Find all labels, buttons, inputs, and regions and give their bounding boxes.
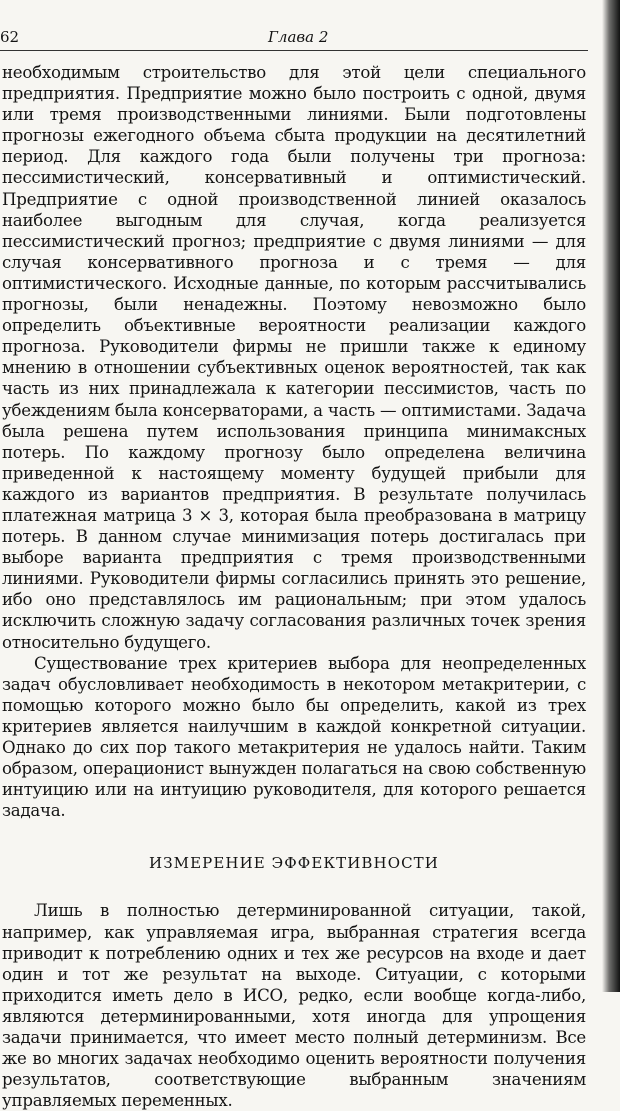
header-rule xyxy=(0,50,588,51)
paragraph-continued: необходимым строительство для этой цели специального предприятия. Предприятие можно было построить с одной, двумя или тремя производственными линиями. Были подготовлены прогнозы ежегодного объема сбыта продукции на десятилетний период. Для каждого года были получены три прогноза: пессимистический, консервативный и оптимистический. Предприятие с одной производственной линией оказалось наиболее выгодным для случая, когда реализуется пессимистический прогноз; предприятие с двумя линиями — для случая консервативного прогноза и с тремя — для оптимистического. Исходные данные, по которым рассчитывались прогнозы, были ненадежны. Поэтому невозможно было определить объективные вероятности реализации каждого прогноза. Руководители фирмы не пришли также к единому мнению в отношении субъективных оценок вероятностей, так как часть из них принадлежала к категории пессимистов, часть по убеждениям была консерваторами, а часть — оптимистами. Задача была решена путем использования принципа минимаксных потерь. По каждому прогнозу было определена величина приведенной к настоящему моменту будущей прибыли для каждого из вариантов предприятия. В результате получилась платежная матрица 3 × 3, которая была преобразована в матрицу потерь. В данном случае минимизация потерь достигалась при выборе варианта предприятия с тремя производственными линиями. Руководители фирмы согласились принять это решение, ибо оно представлялось им рациональным; при этом удалось исключить сложную задачу согласования различных точек зрения относительно будущего. xyxy=(2,63,586,652)
page-edge-shadow xyxy=(602,0,620,992)
paragraph-effectiveness: Лишь в полностью детерминированной ситуации, такой, например, как управляемая игра, выбранная стратегия всегда приводит к потреблению одних и тех же ресурсов на входе и дает один и тот же результат на выходе. Ситуации, с которыми приходится иметь дело в ИСО, редко, если вообще когда-либо, являются детерминированными, хотя иногда для упрощения задачи принимается, что имеет место полный детерминизм. Все же во многих задачах необходимо оценить вероятности получения результатов, соответствующие выбранным значениям управляемых переменных. xyxy=(2,901,586,1111)
body-text xyxy=(2,62,586,1111)
paragraph-criteria: Существование трех критериев выбора для неопределенных задач обусловливает необходимость в некотором метакритерии, с помощью которого можно было бы определить, какой из трех критериев является наилучшим в каждой конкретной ситуации. Однако до сих пор такого метакритерия не удалось найти. Таким образом, операционист вынужден полагаться на свою собственную интуицию или на интуицию руководителя, для которого решается задача. xyxy=(2,653,586,821)
section-heading: ИЗМЕРЕНИЕ ЭФФЕКТИВНОСТИ xyxy=(149,854,439,873)
running-header xyxy=(0,28,590,56)
page-number: 62 xyxy=(0,28,20,46)
chapter-title: Глава 2 xyxy=(268,28,329,46)
